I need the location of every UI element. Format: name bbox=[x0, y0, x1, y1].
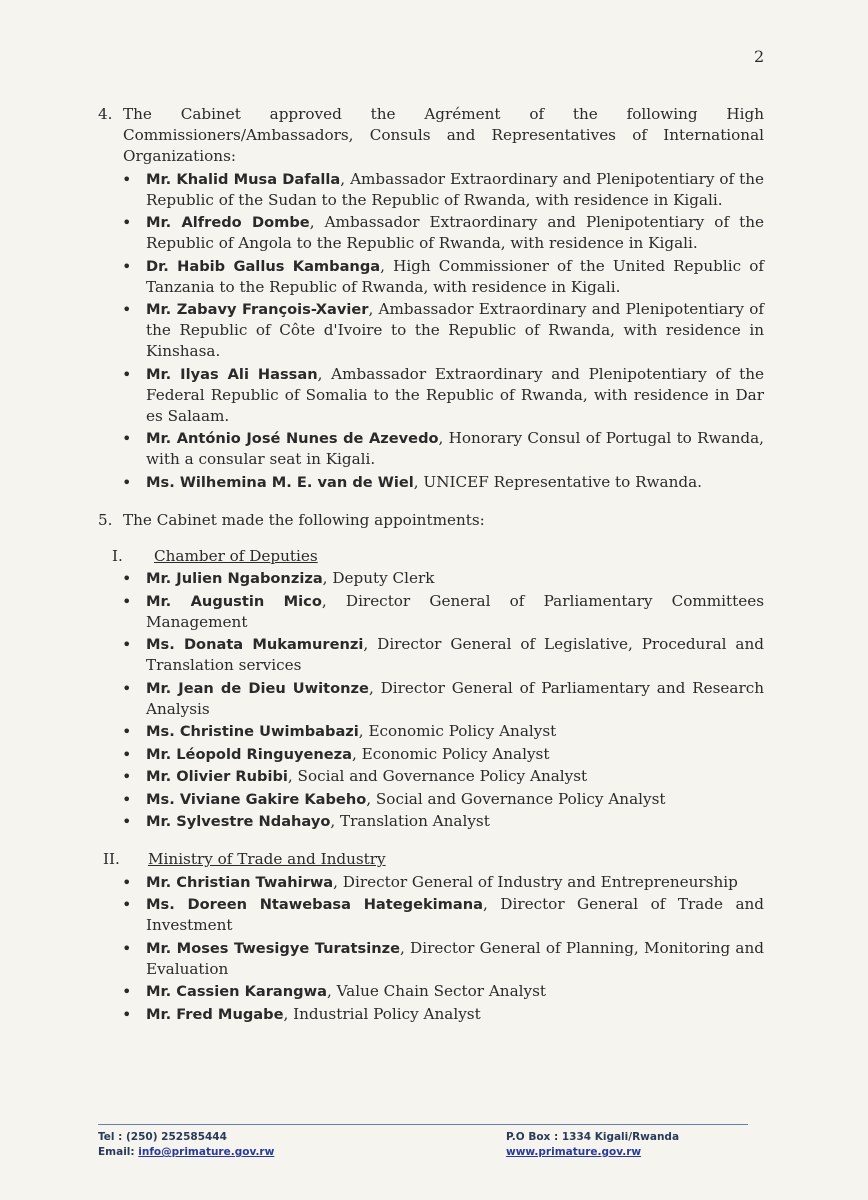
list-item bbox=[146, 894, 764, 936]
list-item bbox=[146, 428, 764, 470]
person-role: , Deputy Clerk bbox=[322, 569, 435, 587]
person-name: Mr. Moses Twesigye Turatsinze bbox=[146, 939, 400, 957]
person-name: Ms. Wilhemina M. E. van de Wiel bbox=[146, 473, 414, 491]
person-name: Ms. Donata Mukamurenzi bbox=[146, 636, 364, 653]
person-role: , Industrial Policy Analyst bbox=[283, 1004, 481, 1023]
list-item bbox=[146, 568, 764, 589]
list-item bbox=[146, 1004, 764, 1025]
person-role: , Director General of Industry and Entrepreneurship bbox=[333, 872, 738, 891]
person-role: , Economic Policy Analyst bbox=[352, 744, 550, 763]
person-role: , High Commissioner of the United Republic of Tanzania to the Republic of Rwanda, with residence in Kigali. bbox=[146, 256, 764, 296]
page-number: 2 bbox=[754, 47, 765, 66]
person-name: Mr. Ilyas Ali Hassan bbox=[146, 365, 318, 383]
footer-pobox: P.O Box : 1334 Kigali/Rwanda bbox=[506, 1131, 680, 1143]
person-role: , Ambassador Extraordinary and Plenipotentiary of the Republic of Côte d'Ivoire to the Republic of Rwanda, with residence in Kinshasa. bbox=[146, 300, 764, 360]
list-item bbox=[146, 169, 764, 211]
list-item bbox=[146, 212, 764, 254]
footer-divider bbox=[98, 1124, 748, 1125]
list-item bbox=[146, 744, 764, 765]
document-body bbox=[98, 104, 764, 1026]
list-item bbox=[146, 938, 764, 980]
list-item bbox=[146, 789, 764, 810]
appointment-list bbox=[98, 568, 764, 832]
list-item bbox=[146, 591, 764, 633]
person-role: , Ambassador Extraordinary and Plenipotentiary of the Republic of Angola to the Republic of Rwanda, with residence in Kigali. bbox=[146, 213, 764, 252]
person-role: , Social and Governance Policy Analyst bbox=[287, 767, 588, 785]
list-item bbox=[146, 472, 764, 493]
list-item bbox=[146, 634, 764, 676]
subsection-ministry-of-trade bbox=[98, 849, 764, 1025]
footer bbox=[98, 1130, 748, 1170]
person-name: Mr. Julien Ngabonziza bbox=[146, 570, 323, 587]
person-role: , Director General of Parliamentary Committees Management bbox=[146, 591, 765, 631]
subsection-title: Ministry of Trade and Industry bbox=[148, 850, 386, 868]
list-item bbox=[146, 256, 764, 298]
list-item bbox=[146, 364, 764, 427]
person-role: , Director General of Legislative, Procedural and Translation services bbox=[146, 635, 764, 674]
agrement-section bbox=[98, 104, 764, 493]
person-role: , Director General of Parliamentary and Research Analysis bbox=[146, 678, 764, 718]
subsection-heading bbox=[98, 546, 764, 567]
person-role: , Translation Analyst bbox=[330, 812, 490, 830]
person-role: , UNICEF Representative to Rwanda. bbox=[413, 472, 702, 491]
person-role: , Director General of Planning, Monitoring and Evaluation bbox=[146, 938, 764, 978]
roman-numeral: I. bbox=[112, 546, 123, 565]
person-name: Mr. Léopold Ringuyeneza bbox=[146, 745, 352, 763]
list-item bbox=[146, 721, 764, 742]
person-name: Mr. Alfredo Dombe bbox=[146, 214, 310, 231]
person-name: Ms. Viviane Gakire Kabeho bbox=[146, 790, 367, 808]
person-name: Mr. Sylvestre Ndahayo bbox=[146, 813, 331, 830]
list-item bbox=[146, 811, 764, 832]
list-item bbox=[146, 766, 764, 787]
footer-tel: Tel : (250) 252585444 bbox=[98, 1131, 227, 1143]
person-name: Mr. Christian Twahirwa bbox=[146, 873, 334, 891]
person-name: Mr. Cassien Karangwa bbox=[146, 983, 327, 1000]
footer-email-link[interactable]: info@primature.gov.rw bbox=[138, 1146, 275, 1158]
agrement-list bbox=[123, 169, 764, 493]
list-item bbox=[146, 678, 764, 720]
person-name: Mr. Augustin Mico bbox=[146, 592, 322, 610]
footer-website-link[interactable]: www.primature.gov.rw bbox=[506, 1146, 642, 1158]
person-name: Mr. Olivier Rubibi bbox=[146, 768, 288, 785]
subsection-title: Chamber of Deputies bbox=[154, 546, 318, 565]
person-role: , Director General of Trade and Investment bbox=[146, 895, 764, 934]
person-role: , Honorary Consul of Portugal to Rwanda, with a consular seat in Kigali. bbox=[146, 429, 764, 468]
person-name: Mr. Khalid Musa Dafalla bbox=[146, 170, 341, 188]
footer-email-label: Email: bbox=[98, 1146, 139, 1158]
list-item bbox=[146, 981, 764, 1002]
person-name: Ms. Christine Uwimbabazi bbox=[146, 723, 359, 740]
person-name: Mr. António José Nunes de Azevedo bbox=[146, 430, 439, 447]
subsection-heading bbox=[98, 849, 764, 870]
person-role: , Ambassador Extraordinary and Plenipotentiary of the Federal Republic of Somalia to the Republic of Rwanda, with residence in Dar es Salaam. bbox=[146, 364, 764, 425]
person-role: , Social and Governance Policy Analyst bbox=[366, 789, 666, 808]
person-name: Mr. Jean de Dieu Uwitonze bbox=[146, 679, 369, 697]
person-role: , Value Chain Sector Analyst bbox=[326, 982, 546, 1000]
section-number: 4. bbox=[98, 105, 113, 123]
roman-numeral: II. bbox=[103, 850, 120, 868]
section-intro: The Cabinet made the following appointments: bbox=[123, 510, 485, 529]
section-number: 5. bbox=[98, 510, 113, 529]
section-intro: The Cabinet approved the Agrément of the following High Commissioners/Ambassadors, Consuls and Representatives of International Organizations: bbox=[123, 105, 764, 165]
subsection-chamber-of-deputies bbox=[98, 546, 764, 833]
appointments-section bbox=[98, 510, 764, 531]
person-name: Mr. Fred Mugabe bbox=[146, 1005, 284, 1023]
person-role: , Economic Policy Analyst bbox=[358, 722, 557, 740]
person-name: Mr. Zabavy François-Xavier bbox=[146, 301, 369, 318]
person-name: Ms. Doreen Ntawebasa Hategekimana bbox=[146, 896, 483, 913]
list-item bbox=[146, 872, 764, 893]
person-name: Dr. Habib Gallus Kambanga bbox=[146, 257, 381, 275]
appointment-list bbox=[98, 872, 764, 1025]
person-role: , Ambassador Extraordinary and Plenipotentiary of the Republic of the Sudan to the Republic of Rwanda, with residence in Kigali. bbox=[146, 169, 764, 209]
list-item bbox=[146, 299, 764, 362]
